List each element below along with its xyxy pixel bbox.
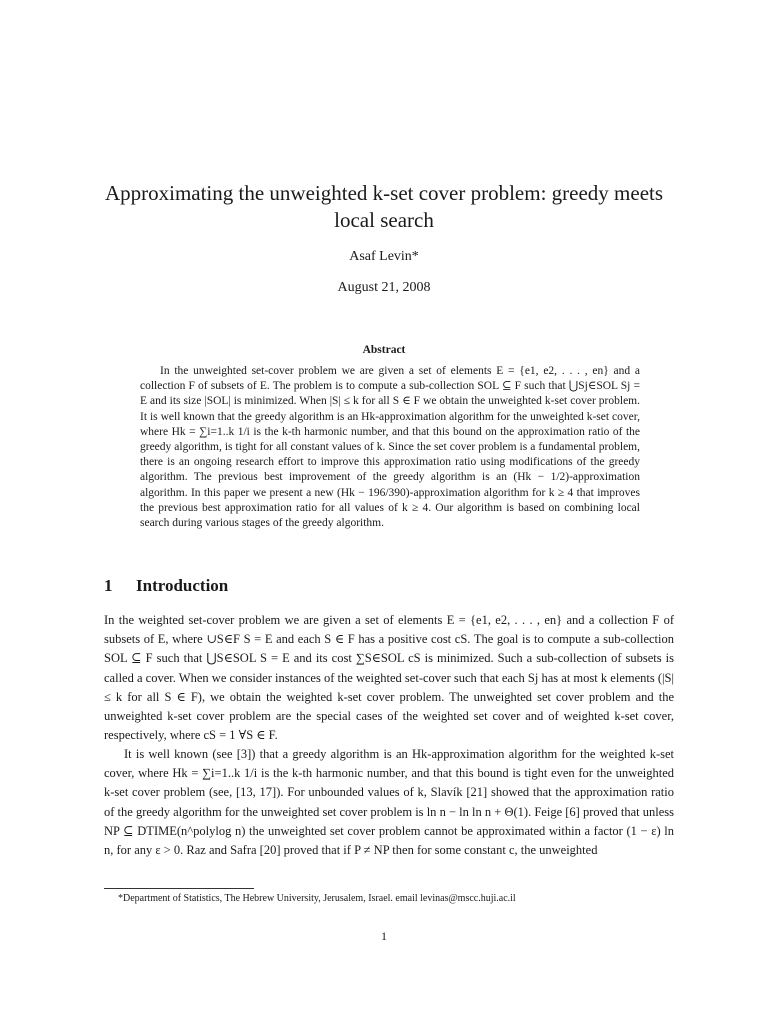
footnote: *Department of Statistics, The Hebrew University, Jerusalem, Israel. email levinas@mscc.huji.ac.il xyxy=(118,893,516,904)
page-number: 1 xyxy=(381,929,387,943)
section-number: 1 xyxy=(104,576,113,595)
paper-date: August 21, 2008 xyxy=(337,280,431,295)
abstract-body: In the unweighted set-cover problem we are given a set of elements E = {e1, e2, . . . , en} and a collection F of subsets of E. The problem is to compute a sub-collection SOL ⊆ F such that ⋃Sj∈SOL Sj = E and its size |SOL| is minimized. When |S| ≤ k for all S ∈ F we obtain the unweighted k-set cover problem. It is well known that the greedy algorithm is an Hk-approximation algorithm for the unweighted k-set cover, where Hk = ∑i=1..k 1/i is the k-th harmonic number, and that this bound on the approximation ratio of the greedy algorithm, is tight for all constant values of k. Since the set cover problem is a fundamental problem, there is an ongoing research effort to improve this approximation ratio using modifications of the greedy algorithm. The previous best improvement of the greedy algorithm is an (Hk − 1/2)-approximation algorithm. In this paper we present a new (Hk − 196/390)-approximation algorithm for k ≥ 4 that improves the previous best approximation ratio for all values of k ≥ 4. Our algorithm is based on combining local search during various stages of the greedy algorithm. xyxy=(140,365,640,530)
section-title: Introduction xyxy=(136,576,229,595)
intro-paragraph-2: It is well known (see [3]) that a greedy algorithm is an Hk-approximation algorithm for the weighted k-set cover, where Hk = ∑i=1..k 1/i is the k-th harmonic number, and that this bound is tight even for the unweighted k-set cover problem (see, [13, 17]). For unbounded values of k, Slavík [21] showed that the approximation ratio of the greedy algorithm for the unweighted set cover problem is ln n − ln ln n + Θ(1). Feige [6] proved that unless NP ⊆ DTIME(n^polylog n) the unweighted set cover problem cannot be approximated within a factor (1 − ε) ln n, for any ε > 0. Raz and Safra [20] proved that if P ≠ NP then for some constant c, the unweighted xyxy=(104,747,674,858)
paper-title: Approximating the unweighted k-set cover problem: greedy meets local search xyxy=(104,181,664,232)
abstract-heading: Abstract xyxy=(362,344,406,356)
footnote-rule xyxy=(104,888,254,889)
intro-paragraph-1: In the weighted set-cover problem we are given a set of elements E = {e1, e2, . . . , en} and a collection F of subsets of E, where ∪S∈F S = E and each S ∈ F has a positive cost cS. The goal is to compute a sub-collection SOL ⊆ F such that ⋃S∈SOL S = E and its cost ∑S∈SOL cS is minimized. Such a sub-collection of subsets is called a cover. When we consider instances of the weighted set-cover such that each Sj has at most k elements (|S| ≤ k for all S ∈ F), we obtain the weighted k-set cover problem. The unweighted set cover problem and the unweighted k-set cover problem are the special cases of the weighted set cover and of weighted k-set cover, respectively, where cS = 1 ∀S ∈ F. xyxy=(104,613,674,743)
author-name: Asaf Levin* xyxy=(349,249,419,264)
section-heading xyxy=(104,576,228,596)
